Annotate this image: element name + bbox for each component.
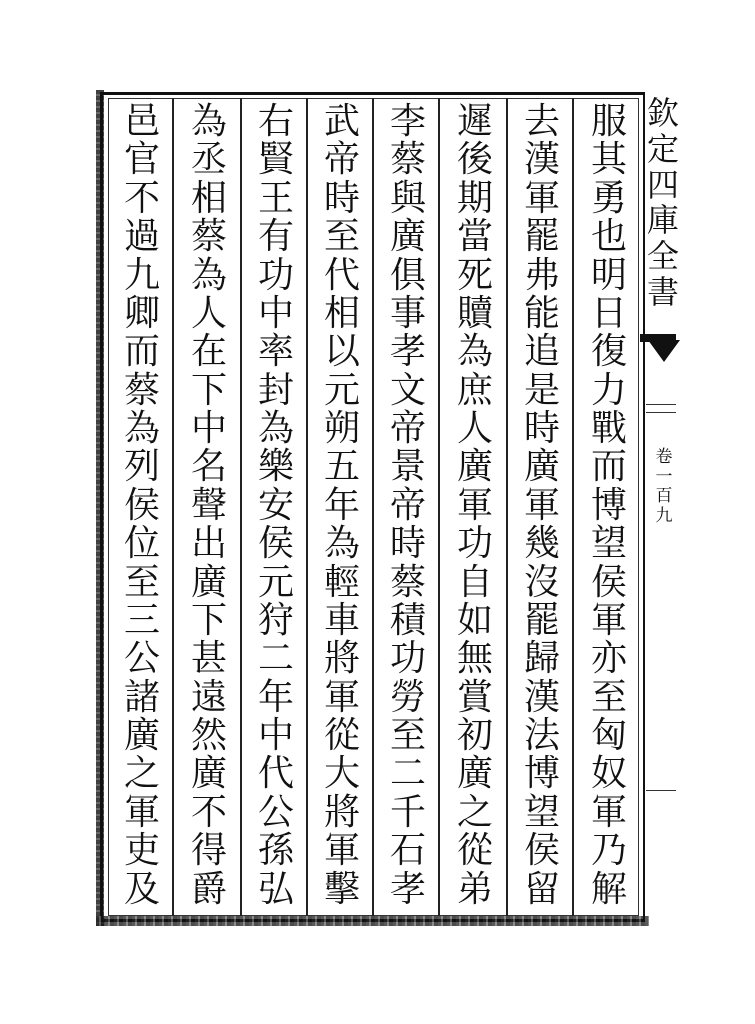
character: 相 [190, 177, 227, 219]
margin-character: 百 [655, 486, 673, 507]
character: 其 [590, 139, 627, 181]
character: 之 [123, 753, 160, 795]
character: 弘 [257, 868, 294, 910]
margin-character: 全 [646, 237, 679, 276]
character: 輕 [323, 561, 360, 603]
text-column-6 [245, 101, 307, 910]
character: 是 [523, 369, 560, 411]
character: 三 [123, 599, 160, 641]
text-column-8 [111, 101, 173, 910]
character: 解 [590, 868, 627, 910]
character: 時 [389, 523, 426, 565]
character: 罷 [523, 216, 560, 258]
character: 年 [323, 484, 360, 526]
character: 自 [456, 561, 493, 603]
character: 二 [389, 753, 426, 795]
character: 也 [590, 216, 627, 258]
character: 李 [389, 101, 426, 142]
character: 帝 [389, 484, 426, 526]
character: 過 [123, 216, 160, 258]
character: 右 [257, 101, 294, 142]
character: 及 [123, 868, 160, 910]
character: 服 [590, 101, 627, 142]
character: 孝 [389, 331, 426, 373]
character: 狩 [257, 599, 294, 641]
character: 相 [323, 292, 360, 334]
character: 孝 [389, 868, 426, 910]
character: 贖 [456, 292, 493, 334]
text-column-7 [178, 101, 240, 910]
character: 明 [590, 254, 627, 296]
character: 戰 [590, 408, 627, 449]
character: 出 [190, 523, 227, 565]
column-rule [506, 98, 508, 916]
character: 不 [190, 791, 227, 833]
character: 武 [323, 101, 360, 142]
character: 封 [257, 369, 294, 411]
character: 有 [257, 216, 294, 258]
character: 能 [523, 292, 560, 334]
text-column-1 [578, 101, 640, 910]
character: 官 [123, 139, 160, 181]
character: 廣 [123, 715, 160, 756]
text-column-5 [311, 101, 373, 910]
character: 廣 [190, 753, 227, 795]
character: 後 [456, 139, 493, 181]
character: 去 [523, 101, 560, 142]
character: 得 [190, 830, 227, 872]
character: 侯 [257, 523, 294, 565]
character: 至 [389, 715, 426, 756]
character: 不 [123, 177, 160, 219]
character: 期 [456, 177, 493, 219]
character: 弗 [523, 254, 560, 296]
character: 軍 [456, 484, 493, 526]
volume-label [652, 448, 676, 526]
character: 為 [456, 331, 493, 373]
character: 遲 [456, 101, 493, 142]
character: 然 [190, 715, 227, 756]
character: 而 [590, 446, 627, 488]
character: 俱 [389, 254, 426, 296]
character: 軍 [523, 484, 560, 526]
character: 朔 [323, 408, 360, 449]
frame-bottom-edge [96, 916, 649, 926]
character: 乃 [590, 830, 627, 872]
margin-character: 書 [646, 273, 679, 312]
character: 位 [123, 523, 160, 565]
character: 勇 [590, 177, 627, 219]
character: 車 [323, 599, 360, 641]
character: 庶 [456, 369, 493, 411]
character: 勞 [389, 676, 426, 718]
character: 景 [389, 446, 426, 488]
character: 漢 [523, 676, 560, 718]
margin-character: 庫 [646, 201, 679, 240]
character: 中 [257, 292, 294, 334]
character: 卿 [123, 292, 160, 334]
character: 人 [190, 292, 227, 334]
margin-character: 卷 [655, 447, 673, 467]
character: 亦 [590, 638, 627, 680]
character: 下 [190, 599, 227, 641]
character: 廣 [456, 753, 493, 795]
character: 從 [456, 830, 493, 872]
character: 中 [257, 715, 294, 756]
character: 代 [257, 753, 294, 795]
column-rule [240, 98, 242, 916]
character: 廣 [456, 446, 493, 488]
character: 遠 [190, 676, 227, 718]
character: 軍 [590, 791, 627, 833]
character: 甚 [190, 638, 227, 680]
character: 望 [523, 791, 560, 833]
character: 中 [190, 408, 227, 449]
character: 日 [590, 292, 627, 334]
character: 為 [190, 101, 227, 142]
character: 以 [323, 331, 360, 373]
character: 吏 [123, 830, 160, 872]
text-column-4 [377, 101, 439, 910]
character: 元 [323, 369, 360, 411]
character: 石 [389, 830, 426, 872]
character: 聲 [190, 484, 227, 526]
character: 五 [323, 446, 360, 488]
margin-tick [646, 412, 676, 413]
character: 追 [523, 331, 560, 373]
character: 諸 [123, 676, 160, 718]
character: 望 [590, 523, 627, 565]
character: 下 [190, 369, 227, 411]
character: 至 [123, 561, 160, 603]
character: 積 [389, 599, 426, 641]
character: 奴 [590, 753, 627, 795]
character: 列 [123, 446, 160, 488]
character: 博 [523, 753, 560, 795]
character: 在 [190, 331, 227, 373]
character: 率 [257, 331, 294, 373]
character: 從 [323, 715, 360, 756]
character: 元 [257, 561, 294, 603]
character: 為 [323, 523, 360, 565]
character: 為 [257, 408, 294, 449]
character: 功 [456, 523, 493, 565]
margin-character: 欽 [646, 94, 679, 132]
character: 與 [389, 177, 426, 219]
character: 將 [323, 791, 360, 833]
character: 至 [323, 216, 360, 258]
character: 侯 [590, 561, 627, 603]
character: 代 [323, 254, 360, 296]
character: 死 [456, 254, 493, 296]
character: 軍 [323, 830, 360, 872]
character: 千 [389, 791, 426, 833]
character: 大 [323, 753, 360, 795]
character: 功 [389, 638, 426, 680]
character: 時 [523, 408, 560, 449]
character: 之 [456, 791, 493, 833]
character: 而 [123, 331, 160, 373]
margin-tick [646, 790, 676, 791]
character: 功 [257, 254, 294, 296]
character: 至 [590, 676, 627, 718]
margin-character: 四 [646, 165, 679, 204]
book-title [645, 96, 681, 311]
character: 王 [257, 177, 294, 219]
margin-character: 九 [655, 505, 673, 526]
character: 廣 [389, 216, 426, 258]
margin-tick [646, 404, 676, 405]
character: 公 [123, 638, 160, 680]
margin-character: 一 [655, 466, 673, 487]
character: 弟 [456, 868, 493, 910]
text-column-2 [511, 101, 573, 910]
character: 為 [190, 254, 227, 296]
character: 為 [123, 408, 160, 449]
character: 法 [523, 715, 560, 756]
character: 孫 [257, 830, 294, 872]
character: 無 [456, 638, 493, 680]
character: 人 [456, 408, 493, 449]
character: 軍 [523, 177, 560, 219]
text-column-3 [444, 101, 506, 910]
character: 爵 [190, 868, 227, 910]
character: 初 [456, 715, 493, 756]
character: 廣 [523, 446, 560, 488]
character: 帝 [389, 408, 426, 449]
character: 賢 [257, 139, 294, 181]
character: 幾 [523, 523, 560, 565]
character: 匈 [590, 715, 627, 756]
character: 將 [323, 638, 360, 680]
character: 蔡 [190, 216, 227, 258]
character: 文 [389, 369, 426, 411]
character: 丞 [190, 139, 227, 181]
character: 擊 [323, 868, 360, 910]
character: 二 [257, 638, 294, 680]
character: 公 [257, 791, 294, 833]
margin-character: 定 [646, 129, 679, 168]
character: 侯 [523, 830, 560, 872]
character: 蔡 [123, 369, 160, 411]
character: 賞 [456, 676, 493, 718]
character: 罷 [523, 599, 560, 641]
character: 軍 [323, 676, 360, 718]
character: 復 [590, 331, 627, 373]
character: 留 [523, 868, 560, 910]
character: 軍 [123, 791, 160, 833]
character: 樂 [257, 446, 294, 488]
character: 年 [257, 676, 294, 718]
character: 事 [389, 292, 426, 334]
character: 當 [456, 216, 493, 258]
character: 蔡 [389, 139, 426, 181]
character: 蔡 [389, 561, 426, 603]
fishtail-icon [648, 340, 680, 362]
character: 廣 [190, 561, 227, 603]
character: 博 [590, 484, 627, 526]
character: 名 [190, 446, 227, 488]
character: 沒 [523, 561, 560, 603]
character: 九 [123, 254, 160, 296]
character: 安 [257, 484, 294, 526]
character: 邑 [123, 101, 160, 142]
character: 時 [323, 177, 360, 219]
character: 如 [456, 599, 493, 641]
character: 漢 [523, 139, 560, 181]
character: 帝 [323, 139, 360, 181]
character: 侯 [123, 484, 160, 526]
character: 歸 [523, 638, 560, 680]
character: 力 [590, 369, 627, 411]
character: 軍 [590, 599, 627, 641]
